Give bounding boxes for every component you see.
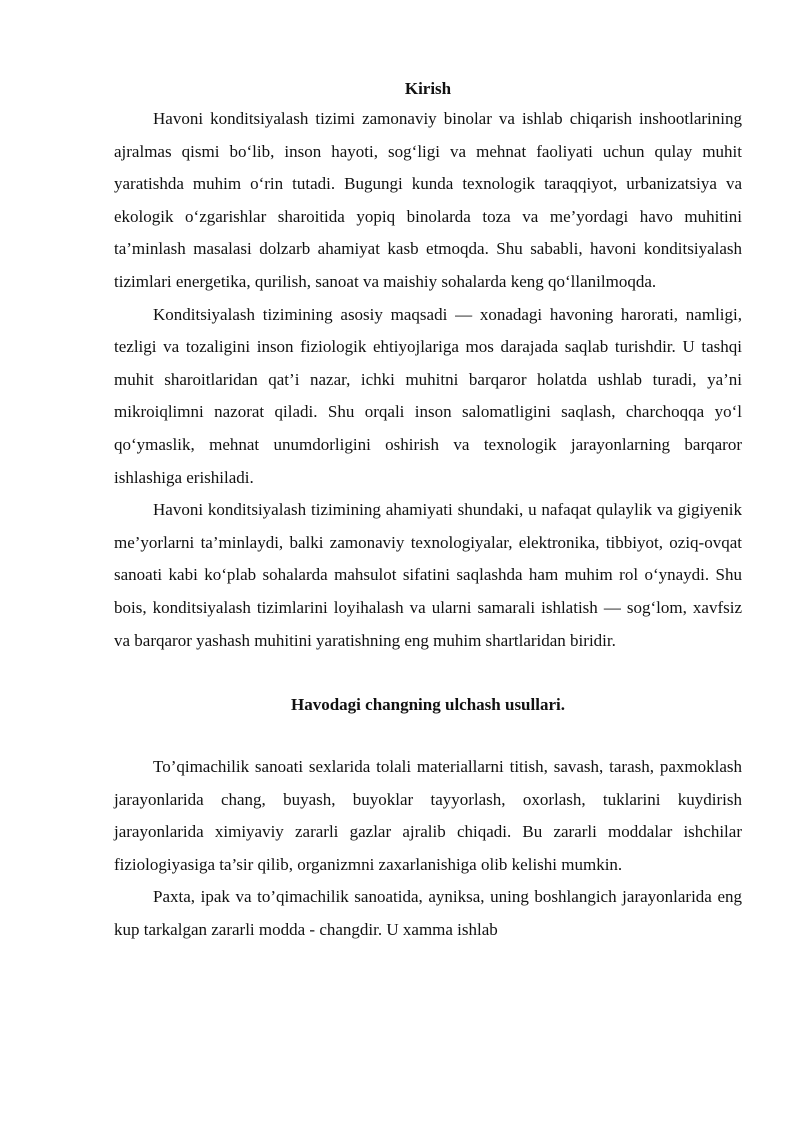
- section-title: Havodagi changning ulchash usullari.: [291, 695, 565, 715]
- paragraph: Havoni konditsiyalash tizimi zamonaviy binolar va ishlab chiqarish inshootlarining ajralmas qismi bo‘lib, inson hayoti, sog‘ligi va mehnat faoliyati uchun qulay muhit yaratishda muhim o‘rin tutadi. Bugungi kunda texnologik taraqqiyot, urbanizatsiya va ekologik o‘zgarishlar sharoitida yopiq binolarda toza va me’yordagi havo muhitini ta’minlash masalasi dolzarb ahamiyat kasb etmoqda. Shu sababli, havoni konditsiyalash tizimlari energetika, qurilish, sanoat va maishiy sohalarda keng qo‘llanilmoqda.: [114, 109, 742, 291]
- document-page: [114, 74, 742, 947]
- page-title: Kirish: [404, 79, 452, 98]
- paragraph: Konditsiyalash tizimining asosiy maqsadi — xonadagi havoning harorati, namligi, tezligi va tozaligini inson fiziologik ehtiyojlariga mos darajada saqlab turishdir. U tashqi muhit sharoitlaridan qat’i nazar, ichki muhitni barqaror holatda ushlab turadi, ya’ni mikroiqlimni nazorat qiladi. Shu orqali inson salomatligini saqlash, charchoqqa yo‘l qo‘ymaslik, mehnat unumdorligini oshirish va texnologik jarayonlarning barqaror ishlashiga erishiladi.: [114, 304, 742, 487]
- paragraph: Havoni konditsiyalash tizimining ahamiyati shundaki, u nafaqat qulaylik va gigiyenik me’yorlarni ta’minlaydi, balki zamonaviy texnologiyalar, elektronika, tibbiyot, oziq-ovqat sanoati kabi ko‘plab sohalarda mahsulot sifatini saqlashda ham muhim rol o‘ynaydi. Shu bois, konditsiyalash tizimlarini loyihalash va ularni samarali ishlatish — sog‘lom, xavfsiz va barqaror yashash muhitini yaratishning eng muhim shartlaridan biridir.: [114, 500, 742, 650]
- paragraph: To’qimachilik sanoati sexlarida tolali materiallarni titish, savash, tarash, paxmoklash jarayonlarida chang, buyash, buyoklar tayyorlash, oxorlash, tuklarini kuydirish jarayonlarida ximiyaviy zararli gazlar ajralib chiqadi. Bu zararli moddalar ishchilar fiziologiyasiga ta’sir qilib, organizmni zaxarlanishiga olib kelishi mumkin.: [114, 757, 742, 874]
- paragraph: Paxta, ipak va to’qimachilik sanoatida, ayniksa, uning boshlangich jarayonlarida eng kup tarkalgan zararli modda - changdir. U xamma ishlab: [114, 887, 742, 940]
